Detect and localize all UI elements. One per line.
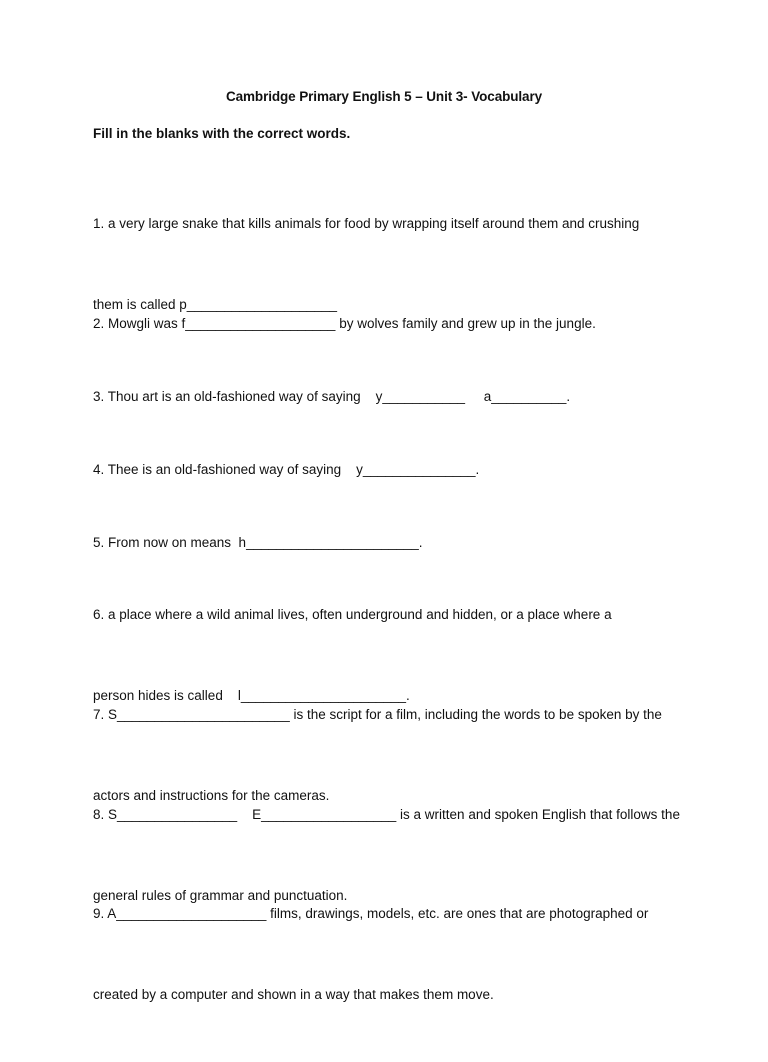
question-8-line-1: 8. S________________ E__________________ is a written and spoken English that follows the [93,807,680,822]
question-2-line-1: 2. Mowgli was f____________________ by wolves family and grew up in the jungle. [93,316,596,331]
question-6-line-2: person hides is called l______________________. [93,688,410,703]
question-6-line-1: 6. a place where a wild animal lives, often underground and hidden, or a place where a [93,607,612,622]
question-5-line-1: 5. From now on means h_______________________. [93,535,423,550]
question-1-line-2: them is called p____________________ [93,297,337,312]
question-4-line-1: 4. Thee is an old-fashioned way of saying y_______________. [93,462,480,477]
question-7-line-2: actors and instructions for the cameras. [93,788,330,803]
question-8-line-2: general rules of grammar and punctuation. [93,888,348,903]
question-9 [93,846,683,1062]
instruction-text: Fill in the blanks with the correct words. [93,126,351,141]
question-3-line-1: 3. Thou art is an old-fashioned way of saying y___________ a__________. [93,389,571,404]
question-7-line-1: 7. S_______________________ is the script for a film, including the words to be spoken by the [93,707,662,722]
question-9-line-2: created by a computer and shown in a way that makes them move. [93,987,494,1002]
question-1-line-1: 1. a very large snake that kills animals for food by wrapping itself around them and crushing [93,216,640,231]
page-title: Cambridge Primary English 5 – Unit 3- Vocabulary [225,89,543,104]
question-9-line-1: 9. A____________________ films, drawings, models, etc. are ones that are photographed or [93,906,649,921]
